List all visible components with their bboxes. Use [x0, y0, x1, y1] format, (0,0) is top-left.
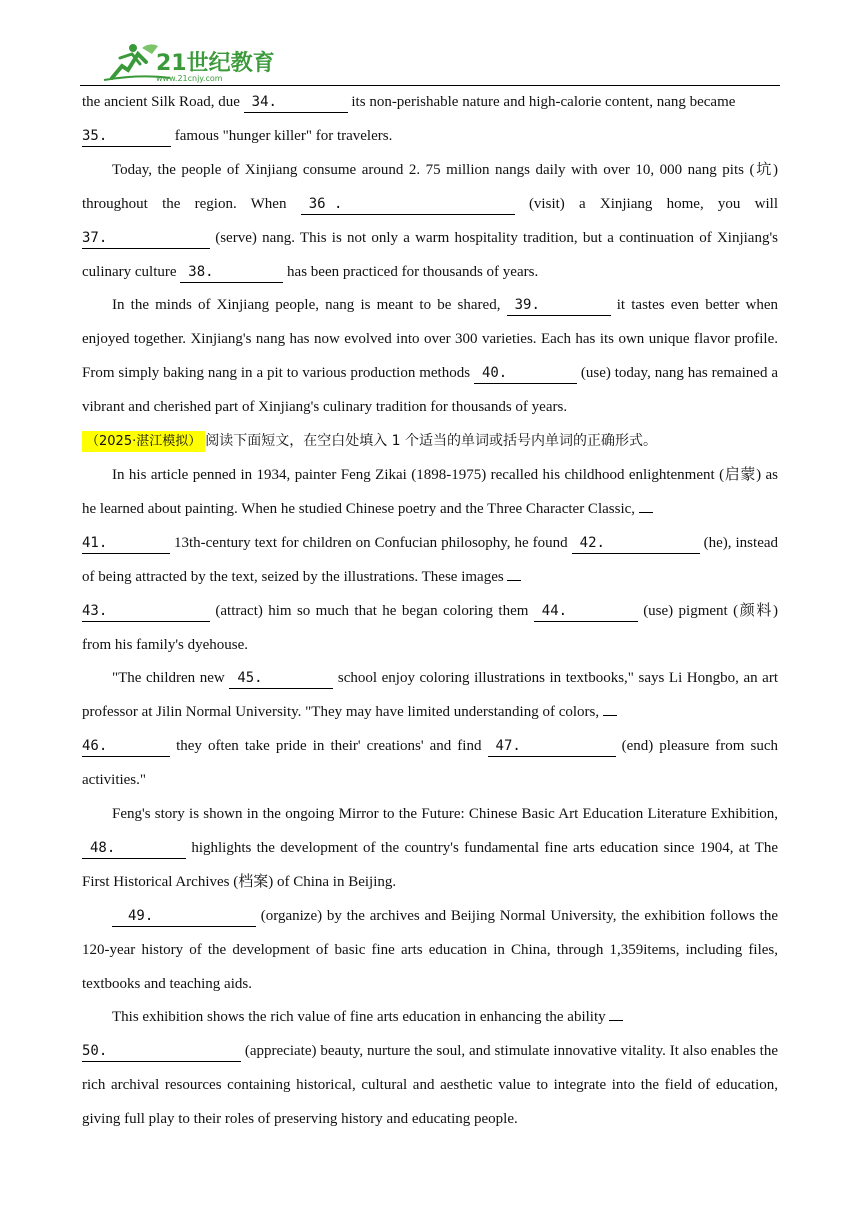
blank-43[interactable]: 43. [82, 601, 210, 622]
blank-49[interactable]: 49. [112, 906, 256, 927]
blank-47[interactable]: 47. [488, 736, 616, 757]
blank-50[interactable]: 50. [82, 1041, 241, 1062]
paragraph-shared: In the minds of Xinjiang people, nang is meant to be shared, 39. it tastes even better when enjoyed together. Xinjiang's nang has now evolved into over 300 varieties. Each has its own unique flavor profile. From simply baking nang in a pit to various production methods 40. (use) today, nang has remained a vibrant and cherished part of Xinjiang's culinary tradition for thousands of years. [82, 297, 779, 416]
logo-text: 21世纪教育 [156, 51, 275, 76]
paragraph-children: "The children new 45. school enjoy coloring illustrations in textbooks," says Li Hongbo, an art professor at Jilin Normal University. "They may have limited understanding of colors, 46. they often take pride in their' creations' and find 47. (end) pleasure from such activities." [82, 670, 779, 789]
logo-url: www.21cnjy.com [156, 74, 223, 83]
blank-48[interactable]: 48. [82, 838, 186, 859]
blank-44[interactable]: 44. [534, 601, 638, 622]
blank-37[interactable]: 37. [82, 228, 210, 249]
paragraph-value: This exhibition shows the rich value of fine arts education in enhancing the ability 50. (appreciate) beauty, nurture the soul, and stimulate innovative vitality. It also enables the rich archival resources containing historical, cultural and aesthetic value to integrate into the field of education, giving full play to their roles of preserving history and educating people. [82, 1009, 778, 1128]
paragraph-silk-road: the ancient Silk Road, due 34. its non-perishable nature and high-calorie content, nang became 35. famous "hunger killer" for travelers. [82, 86, 778, 154]
header-logo [100, 40, 280, 84]
blank-38[interactable]: 38. [180, 262, 283, 283]
article-body [82, 86, 778, 1137]
instruction-text: 阅读下面短文，在空白处填入 1 个适当的单词或括号内单词的正确形式。 [205, 433, 658, 450]
section-instruction [82, 425, 778, 459]
paragraph-feng-zikai: In his article penned in 1934, painter Feng Zikai (1898-1975) recalled his childhood enlightenment (启蒙) as he learned about painting. When he studied Chinese poetry and the Three Character Classic, 41. 13th-century text for children on Confucian philosophy, he found 42. (he), instead of being attracted by the text, seized by the illustrations. These images 43. (attract) him so much that he began coloring them 44. (use) pigment (颜料) from his family's dyehouse. [82, 466, 779, 653]
blank-40[interactable]: 40. [474, 363, 577, 384]
runner-logo-icon [100, 40, 280, 84]
blank-46[interactable]: 46. [82, 736, 170, 757]
blank-41[interactable]: 41. [82, 533, 170, 554]
blank-36[interactable]: 36 . [301, 194, 515, 215]
paragraph-exhibition: Feng's story is shown in the ongoing Mirror to the Future: Chinese Basic Art Education Literature Exhibition, 48. highlights the development of the country's fundamental fine arts education since 1904, at The First Historical Archives (档案) of China in Beijing. [82, 806, 778, 890]
paragraph-organize: 49. (organize) by the archives and Beijing Normal University, the exhibition follows the 120-year history of the development of basic fine arts education in China, through 1,359items, including files, textbooks and teaching aids. [82, 907, 778, 992]
blank-35[interactable]: 35. [82, 126, 171, 147]
source-tag: （2025·湛江模拟） [82, 431, 205, 452]
blank-45[interactable]: 45. [229, 668, 333, 689]
paragraph-xinjiang-today: Today, the people of Xinjiang consume around 2. 75 million nangs daily with over 10, 000 nang pits (坑) throughout the region. When 36 . (visit) a Xinjiang home, you will 37. (serve) nang. This is not only a warm hospitality tradition, but a continuation of Xinjiang's culinary culture 38. has been practiced for thousands of years. [82, 154, 778, 290]
blank-34[interactable]: 34. [244, 92, 348, 113]
blank-42[interactable]: 42. [572, 533, 700, 554]
blank-39[interactable]: 39. [507, 295, 611, 316]
